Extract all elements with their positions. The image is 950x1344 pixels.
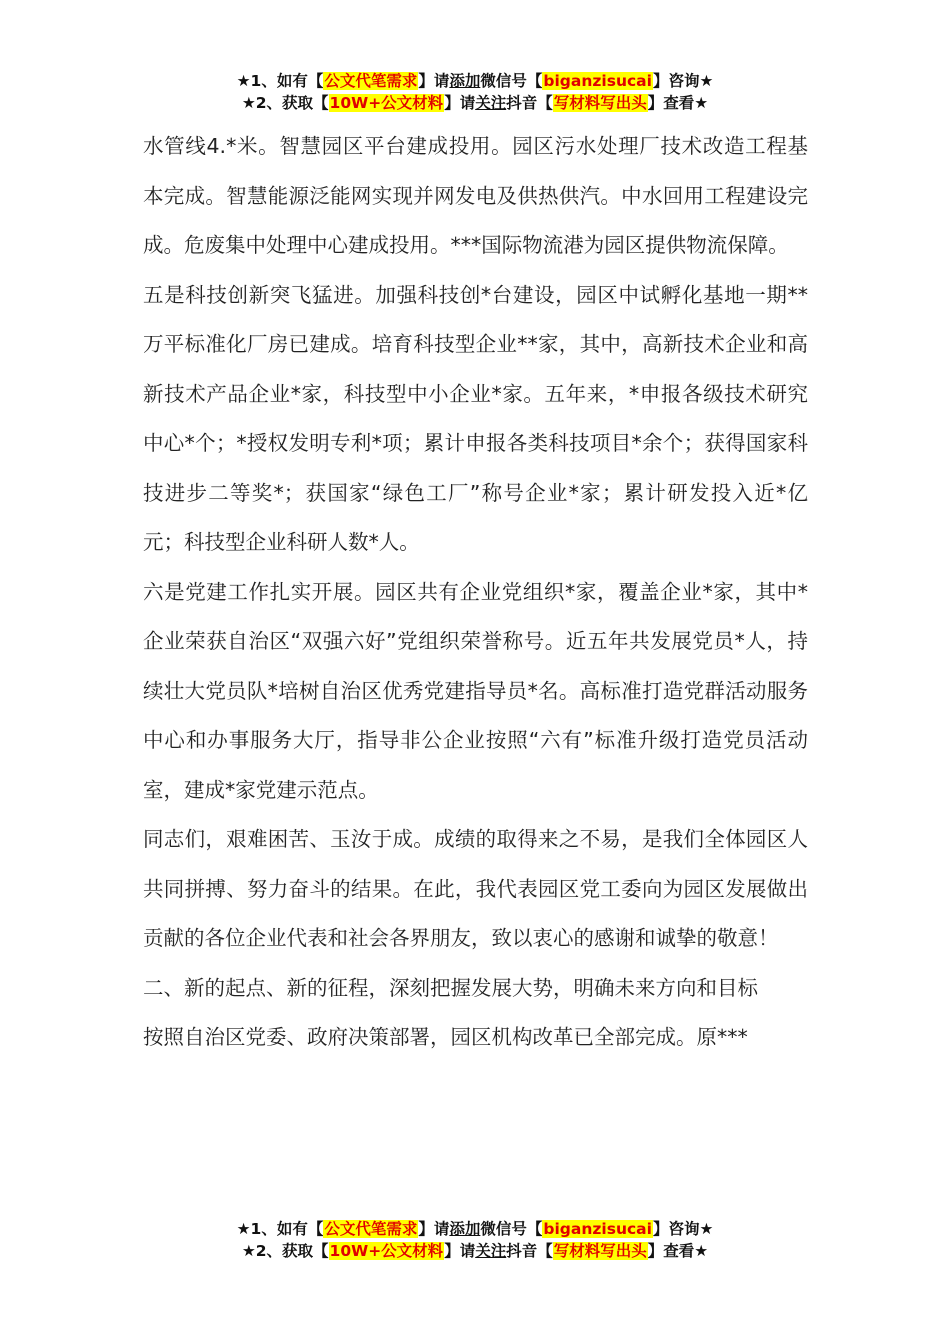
banner-text: 微信号【: [480, 1220, 543, 1238]
banner-line-2: [0, 92, 950, 114]
banner-text: 】请: [418, 72, 450, 90]
banner-text: 】请: [444, 1242, 476, 1260]
banner-highlight: 公文代笔需求: [324, 72, 418, 90]
banner-text: 】咨询★: [652, 1220, 714, 1238]
paragraph: 五是科技创新突飞猛进。加强科技创*台建设，园区中试孵化基地一期**万平标准化厂房已建成。培育科技型企业**家，其中，高新技术企业和高新技术产品企业*家，科技型中小企业*家。五年来，*申报各级技术研究中心*个；*授权发明专利*项；累计申报各类科技项目*余个；获得国家科技进步二等奖*；获国家“绿色工厂”称号企业*家；累计研发投入近*亿元；科技型企业科研人数*人。: [143, 282, 808, 554]
section-heading: 二、新的起点、新的征程，深刻把握发展大势，明确未来方向和目标: [143, 975, 758, 1000]
paragraph: 六是党建工作扎实开展。园区共有企业党组织*家，覆盖企业*家，其中*企业荣获自治区“双强六好”党组织荣誉称号。近五年共发展党员*人，持续壮大党员队*培树自治区优秀党建指导员*名。高标准打造党群活动服务中心和办事服务大厅，指导非公企业按照“六有”标准升级打造党员活动室，建成*家党建示范点。: [143, 579, 808, 802]
banner-text: 】请: [418, 1220, 450, 1238]
banner-highlight: biganzisucai: [543, 72, 652, 90]
banner-highlight: 10W+公文材料: [329, 1242, 444, 1260]
banner-line-1: [0, 1218, 950, 1240]
banner-highlight: 写材料写出头: [553, 94, 647, 112]
header-banner: [0, 70, 950, 114]
banner-highlight: 10W+公文材料: [329, 94, 444, 112]
banner-text: ★1、如有【: [236, 1220, 324, 1238]
banner-text: 】查看★: [647, 94, 709, 112]
document-body: [143, 122, 808, 1063]
banner-text: 微信号【: [480, 72, 543, 90]
banner-text: 】请: [444, 94, 476, 112]
banner-underlined: 添加: [449, 72, 481, 90]
banner-underlined: 关注: [475, 94, 507, 112]
footer-banner: [0, 1218, 950, 1262]
paragraph: 水管线4.*米。智慧园区平台建成投用。园区污水处理厂技术改造工程基本完成。智慧能源泛能网实现并网发电及供热供汽。中水回用工程建设完成。危废集中处理中心建成投用。***国际物流港为园区提供物流保障。: [143, 134, 808, 257]
banner-text: 】咨询★: [652, 72, 714, 90]
banner-line-2: [0, 1240, 950, 1262]
banner-underlined: 添加: [449, 1220, 481, 1238]
banner-line-1: [0, 70, 950, 92]
paragraph: 按照自治区党委、政府决策部署，园区机构改革已全部完成。原***: [143, 1025, 748, 1049]
banner-text: 】查看★: [647, 1242, 709, 1260]
paragraph: 同志们，艰难困苦、玉汝于成。成绩的取得来之不易，是我们全体园区人共同拼搏、努力奋斗的结果。在此，我代表园区党工委向为园区发展做出贡献的各位企业代表和社会各界朋友，致以衷心的感谢和诚挚的敬意！: [143, 827, 808, 950]
banner-text: 抖音【: [506, 94, 553, 112]
banner-text: ★2、获取【: [241, 1242, 329, 1260]
banner-highlight: biganzisucai: [543, 1220, 652, 1238]
banner-text: ★1、如有【: [236, 72, 324, 90]
banner-underlined: 关注: [475, 1242, 507, 1260]
banner-text: ★2、获取【: [241, 94, 329, 112]
banner-highlight: 写材料写出头: [553, 1242, 647, 1260]
banner-text: 抖音【: [506, 1242, 553, 1260]
banner-highlight: 公文代笔需求: [324, 1220, 418, 1238]
